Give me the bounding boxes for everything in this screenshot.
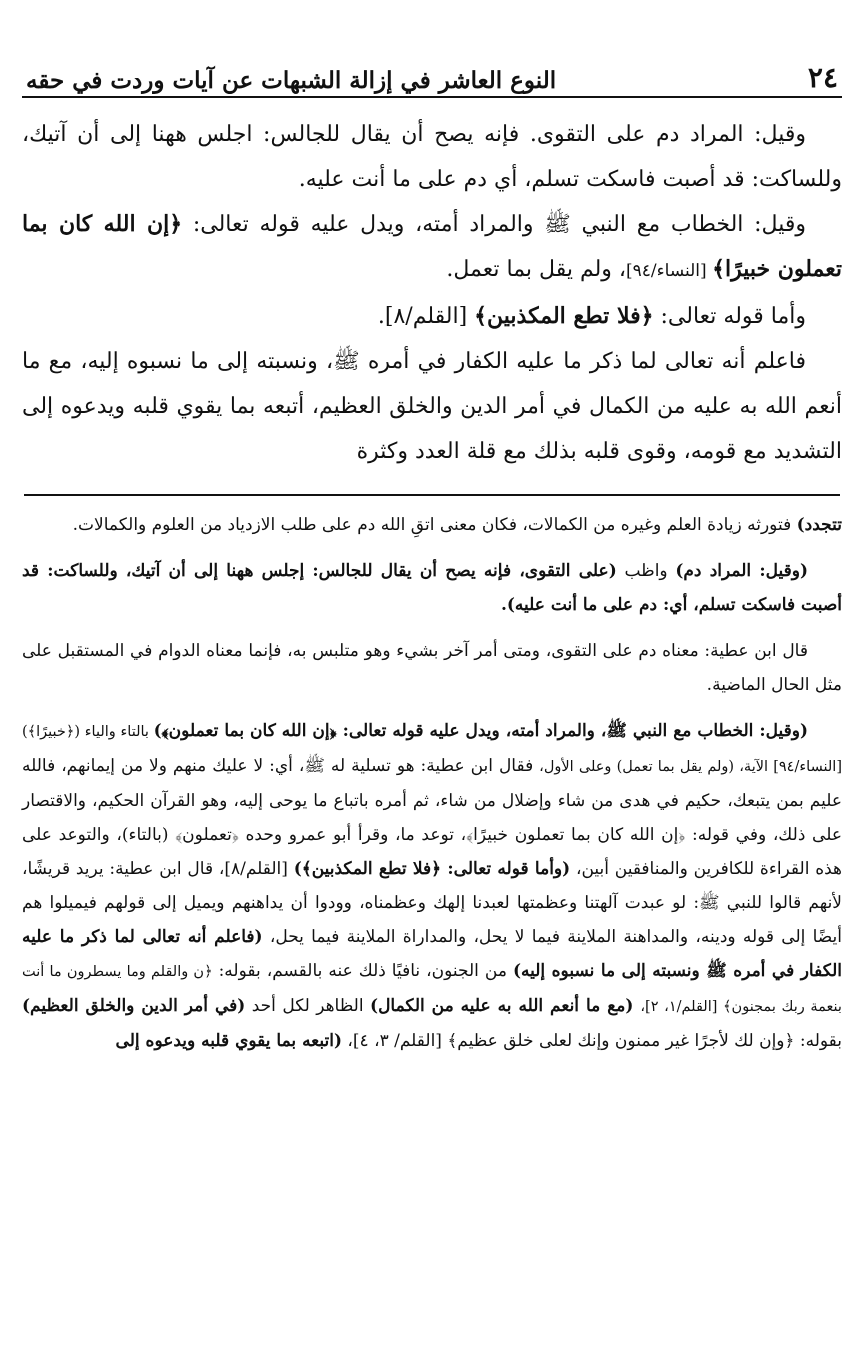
- verse-reference-qalam: [القلم/٨].: [377, 304, 475, 329]
- main-paragraph-2-end: ، ولم يقل بما تعمل.: [446, 257, 627, 282]
- commentary-lemma-4a: (وقيل: الخطاب مع النبي ﷺ، والمراد أمته، ويدل عليه قوله تعالى: ﴿إن الله كان بما تعملون﴾): [153, 721, 809, 741]
- commentary-lemma-4m: (اتبعه بما يقوي قلبه ويدعوه إلى: [115, 1031, 343, 1051]
- commentary-lemma-2a: (وقيل: المراد دم): [675, 561, 809, 581]
- commentary-text-4l: بقوله: ﴿وإن لك لأجرًا غير ممنون وإنك لعلى خلق عظيم﴾ [القلم/ ٣، ٤]،: [342, 1031, 842, 1051]
- page-header: [22, 52, 842, 98]
- commentary-text-4b: بالتاء والياء (﴿خبيرًا﴾) [النساء/٩٤] الآية، (ولم يقل بما تعمل) وعلى الأول،: [22, 724, 842, 775]
- commentary-lemma-2b: (على التقوى، فإنه يصح أن يقال للجالس: إجلس ههنا إلى أن آتيك، وللساكت: قد أصبت فاسكت تسلم، أي: دم على ما أنت عليه).: [22, 561, 842, 615]
- main-paragraph-3: [22, 294, 842, 339]
- verse-reference-nisa: [النساء/٩٤]: [626, 261, 713, 281]
- commentary-verse-qalam-1-2: ﴿ن والقلم وما يسطرون ما أنت بنعمة ربك بمجنون﴾ [القلم/١، ٢]،: [22, 964, 842, 1015]
- commentary-paragraph-3: قال ابن عطية: معناه دم على التقوى، ومتى أمر آخر بشيء وهو متلبس به، فإنما معناه الدوام في المستقبل على مثل الحال الماضية.: [22, 641, 842, 695]
- main-paragraph-4: فاعلم أنه تعالى لما ذكر ما عليه الكفار في أمره ﷺ، ونسبته إلى ما نسبوه إليه، مع ما أنعم الله به عليه من الكمال في أمر الدين والخلق العظيم، أتبعه بما يقوي قلبه ويدعوه إلى التشديد مع قومه، وقوى قلبه بذلك مع قلة العدد وكثرة: [22, 349, 842, 464]
- page-number: ٢٤: [807, 61, 838, 94]
- main-text: [22, 112, 842, 474]
- footnote-divider: [24, 494, 840, 496]
- commentary-lemma-4f: (فاعلم أنه تعالى لما ذكر ما عليه الكفار في أمره ﷺ ونسبته إلى ما نسبوه إليه): [22, 927, 842, 981]
- commentary-lemma-4d: (وأما قوله تعالى: ﴿فلا تطع المكذبين﴾): [293, 859, 571, 879]
- commentary-text-2: واظب: [616, 561, 676, 581]
- main-paragraph-3-text: وأما قوله تعالى:: [653, 304, 806, 329]
- main-paragraph-2-text: وقيل: الخطاب مع النبي ﷺ والمراد أمته، ويدل عليه قوله تعالى:: [182, 212, 806, 237]
- quran-verse-nisa-94: ﴿إن الله كان بما تعملون خبيرًا﴾: [22, 211, 842, 282]
- commentary-text-4j: الظاهر لكل أحد: [245, 996, 371, 1016]
- commentary-text-4g: من الجنون، نافيًا ذلك عنه بالقسم، بقوله:: [212, 961, 513, 981]
- main-paragraph-1: وقيل: المراد دم على التقوى. فإنه يصح أن يقال للجالس: اجلس ههنا إلى أن آتيك، وللساكت: قد أصبت فاسكت تسلم، أي دم على ما أنت عليه.: [22, 122, 842, 192]
- commentary-lemma-4i: (مع ما أنعم الله به عليه من الكمال): [370, 996, 641, 1016]
- running-title: النوع العاشر في إزالة الشبهات عن آيات وردت في حقه: [26, 67, 557, 94]
- main-paragraph-2: [22, 202, 842, 294]
- commentary-lemma-1: تتجدد): [796, 515, 842, 535]
- commentary-text-1: فتورثه زيادة العلم وغيره من الكمالات، فكان معنى اتقِ الله دم على طلب الازدياد من العلوم والكمالات.: [72, 515, 797, 535]
- commentary-section: [22, 508, 842, 1058]
- commentary-paragraph-1: [22, 508, 842, 542]
- commentary-text-4c: فقال ابن عطية: هو تسلية له ﷺ، أي: لا عليك منهم ولا من إيمانهم، فالله عليم بمن يتبعك، حكيم في هدى من شاء وإضلال من شاء، ثم أمره باتباع ما يوحى إليه، وهو القرآن الحكيم، والاقتصار على ذلك، وفي قوله: ﴿إن الله كان بما تعملون خبيرًا﴾، توعد ما، وقرأ أبو عمرو وحده ﴿تعملون﴾ (بالتاء)، والتوعد على هذه القراءة للكافرين والمنافقين أبين،: [22, 756, 842, 879]
- commentary-lemma-4k: (في أمر الدين والخلق العظيم): [22, 996, 246, 1016]
- commentary-paragraph-4: [22, 714, 842, 1058]
- quran-verse-qalam-8: ﴿فلا تطع المكذبين﴾: [474, 303, 654, 329]
- commentary-text-4e: [القلم/٨]، قال ابن عطية: يريد قريشًا، لأنهم قالوا للنبي ﷺ: لو عبدت آلهتنا وعظمتها لعبدنا إلهك وعظمناه، وودوا أن يداهنهم ويميل إلى قولهم فيميلوا هم أيضًا إلى قوله ودينه، والمداهنة الملاينة فيما لا يحل، والمداراة الملاينة فيما يحل،: [22, 859, 843, 947]
- commentary-paragraph-2: [22, 554, 842, 622]
